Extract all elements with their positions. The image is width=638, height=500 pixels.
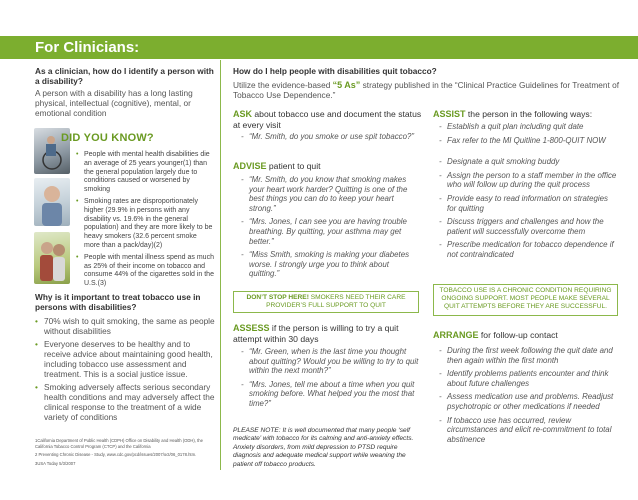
assist-item: - Discuss triggers and challenges and how the patient will successfully overcome them: [438, 217, 618, 236]
dyk-title: DID YOU KNOW?: [61, 132, 154, 144]
ask-key: ASK: [233, 109, 253, 119]
assist-item: - Prescribe medication for tobacco dependence if not contraindicated: [438, 240, 618, 259]
assess-key: ASSESS: [233, 323, 270, 333]
assess-item: - “Mr. Green, when is the last time you thought about quitting? Would you be willing to try to quit within the next month?”: [240, 347, 420, 376]
assist-item: - Establish a quit plan including quit date: [438, 122, 618, 132]
footnote-3: 3USA Today 5/3/2007: [35, 460, 76, 466]
dont-stop-rest: SMOKERS NEED THEIR CARE PROVIDER’S FULL SUPPORT TO QUIT: [266, 294, 406, 309]
photo-couple: [34, 232, 70, 284]
dyk-item: • People with mental health disabilities die an average of 25 years younger(1) than the general population largely due to conditions caused or worsened by smoking: [76, 151, 214, 195]
ask-list: [240, 132, 420, 146]
assist-key: ASSIST: [433, 109, 466, 119]
assist-rest: the person in the following ways:: [465, 109, 593, 119]
assess-rest: if the person is willing to try a quit attempt within 30 days: [233, 323, 399, 344]
assist-item: - Provide easy to read information on strategies for quitting: [438, 194, 618, 213]
intro-text: [233, 80, 623, 100]
dont-stop-bold: DON’T STOP HERE!: [246, 294, 309, 301]
dont-stop-box: [233, 291, 419, 313]
ask-heading: [233, 109, 423, 130]
advise-key: ADVISE: [233, 161, 267, 171]
dyk-item: • Smoking rates are disproportionately higher (29.9% in persons with any disability vs. 19.6% in the general population) and they are more likely to be heavy smokers (32.6 percent smoke more than a pack/day)(2): [76, 198, 214, 251]
intro-pre: Utilize the evidence-based: [233, 80, 333, 90]
footnote-2: 2 Preventing Chronic Disease - Study, www.cdc.gov/pcd/issues/2007/oct/06_0178.htm.: [35, 452, 197, 458]
advise-item: - “Miss Smith, smoking is making your diabetes worse. I strongly urge you to think about quitting.”: [240, 250, 420, 279]
arrange-list: [438, 346, 618, 448]
arrange-key: ARRANGE: [433, 330, 479, 340]
arrange-item: - During the first week following the quit date and then again within the first month: [438, 346, 618, 365]
why-list: [35, 316, 217, 425]
question-how: How do I help people with disabilities quit tobacco?: [233, 66, 437, 76]
question-why: Why is it important to treat tobacco use in persons with disabilities?: [35, 292, 201, 312]
chronic-condition-box: TOBACCO USE IS A CHRONIC CONDITION REQUIRING ONGOING SUPPORT. MOST PEOPLE MAKE SEVERAL QUIT ATTEMPTS BEFORE THEY ARE SUCCESSFUL.: [433, 284, 618, 316]
dyk-item: • People with mental illness spend as much as 25% of their income on tobacco and consume 44% of the cigarettes sold in the U.S.(3): [76, 254, 214, 289]
assist-item: - Fax refer to the MI Quitline 1-800-QUIT NOW: [438, 136, 618, 146]
assess-item: - “Mrs. Jones, tell me about a time when you quit smoking before. What helped you the most that time?”: [240, 380, 420, 409]
header-banner: [0, 36, 638, 59]
why-item: • Smoking adversely affects serious secondary health conditions and may adversely affect the clinical response to the treatment of a wide variety of conditions: [35, 382, 217, 422]
assess-heading: [233, 323, 423, 344]
why-item: • 70% wish to quit smoking, the same as people without disabilities: [35, 316, 217, 336]
please-note: PLEASE NOTE: It is well documented that many people ‘self medicate’ with tobacco for its calming and anti-anxiety effects. Anxiety disorders, from mild depression to PTSD require diagnosis and adequate medical support while weaning the patient off tobacco products.: [233, 427, 414, 468]
intro-post: strategy published in the “Clinical Practice Guidelines for Treatment of Tobacco Use Dependence.”: [233, 80, 620, 100]
ask-item: - “Mr. Smith, do you smoke or use spit tobacco?”: [240, 132, 420, 142]
did-you-know: [61, 132, 214, 292]
ask-rest: about tobacco use and document the status at every visit: [233, 109, 422, 130]
column-divider: [220, 60, 221, 470]
assist-heading: [433, 109, 633, 120]
advise-list: [240, 175, 420, 283]
assist-item: - Designate a quit smoking buddy: [438, 157, 618, 167]
arrange-rest: for follow-up contact: [478, 330, 558, 340]
page-title: For Clinicians:: [35, 39, 140, 56]
footnote-1: 1California Department of Public Health (CDPH) Office on Disability and Health (ODH), the California Tobacco Control Program (CTCP) and the California: [35, 438, 203, 449]
assist-list: [438, 122, 618, 264]
arrange-item: - Identify problems patients encounter and think about future challenges: [438, 369, 618, 388]
arrange-item: - Assess medication use and problems. Readjust psychotropic or other medications if needed: [438, 392, 618, 411]
advise-rest: patient to quit: [266, 161, 321, 171]
arrange-item: - If tobacco use has occurred, review circumstances and elicit re-commitment to total abstinence: [438, 416, 618, 445]
arrange-heading: [433, 330, 633, 341]
assess-list: [240, 347, 420, 413]
advise-item: - “Mr. Smith, do you know that smoking makes your heart work harder? Quitting is one of the best things you can do to keep your heart strong.”: [240, 175, 420, 213]
why-item: • Everyone deserves to be healthy and to receive advice about maintaining good health, including tobacco use assessment and treatment. This is a social justice issue.: [35, 339, 217, 379]
question-identify: As a clinician, how do I identify a person with a disability?: [35, 66, 214, 86]
intro-5as: “5 As”: [332, 80, 361, 90]
answer-identify: A person with a disability has a long lasting physical, intellectual (cognitive), mental, or emotional condition: [35, 88, 193, 118]
advise-heading: [233, 161, 423, 172]
footnotes: [35, 438, 217, 466]
assist-item: - Assign the person to a staff member in the office who will follow up during the quit process: [438, 171, 618, 190]
advise-item: - “Mrs. Jones, I can see you are having trouble breathing. By quitting, your asthma may get better.”: [240, 217, 420, 246]
photo-person-smiling: [34, 178, 70, 226]
